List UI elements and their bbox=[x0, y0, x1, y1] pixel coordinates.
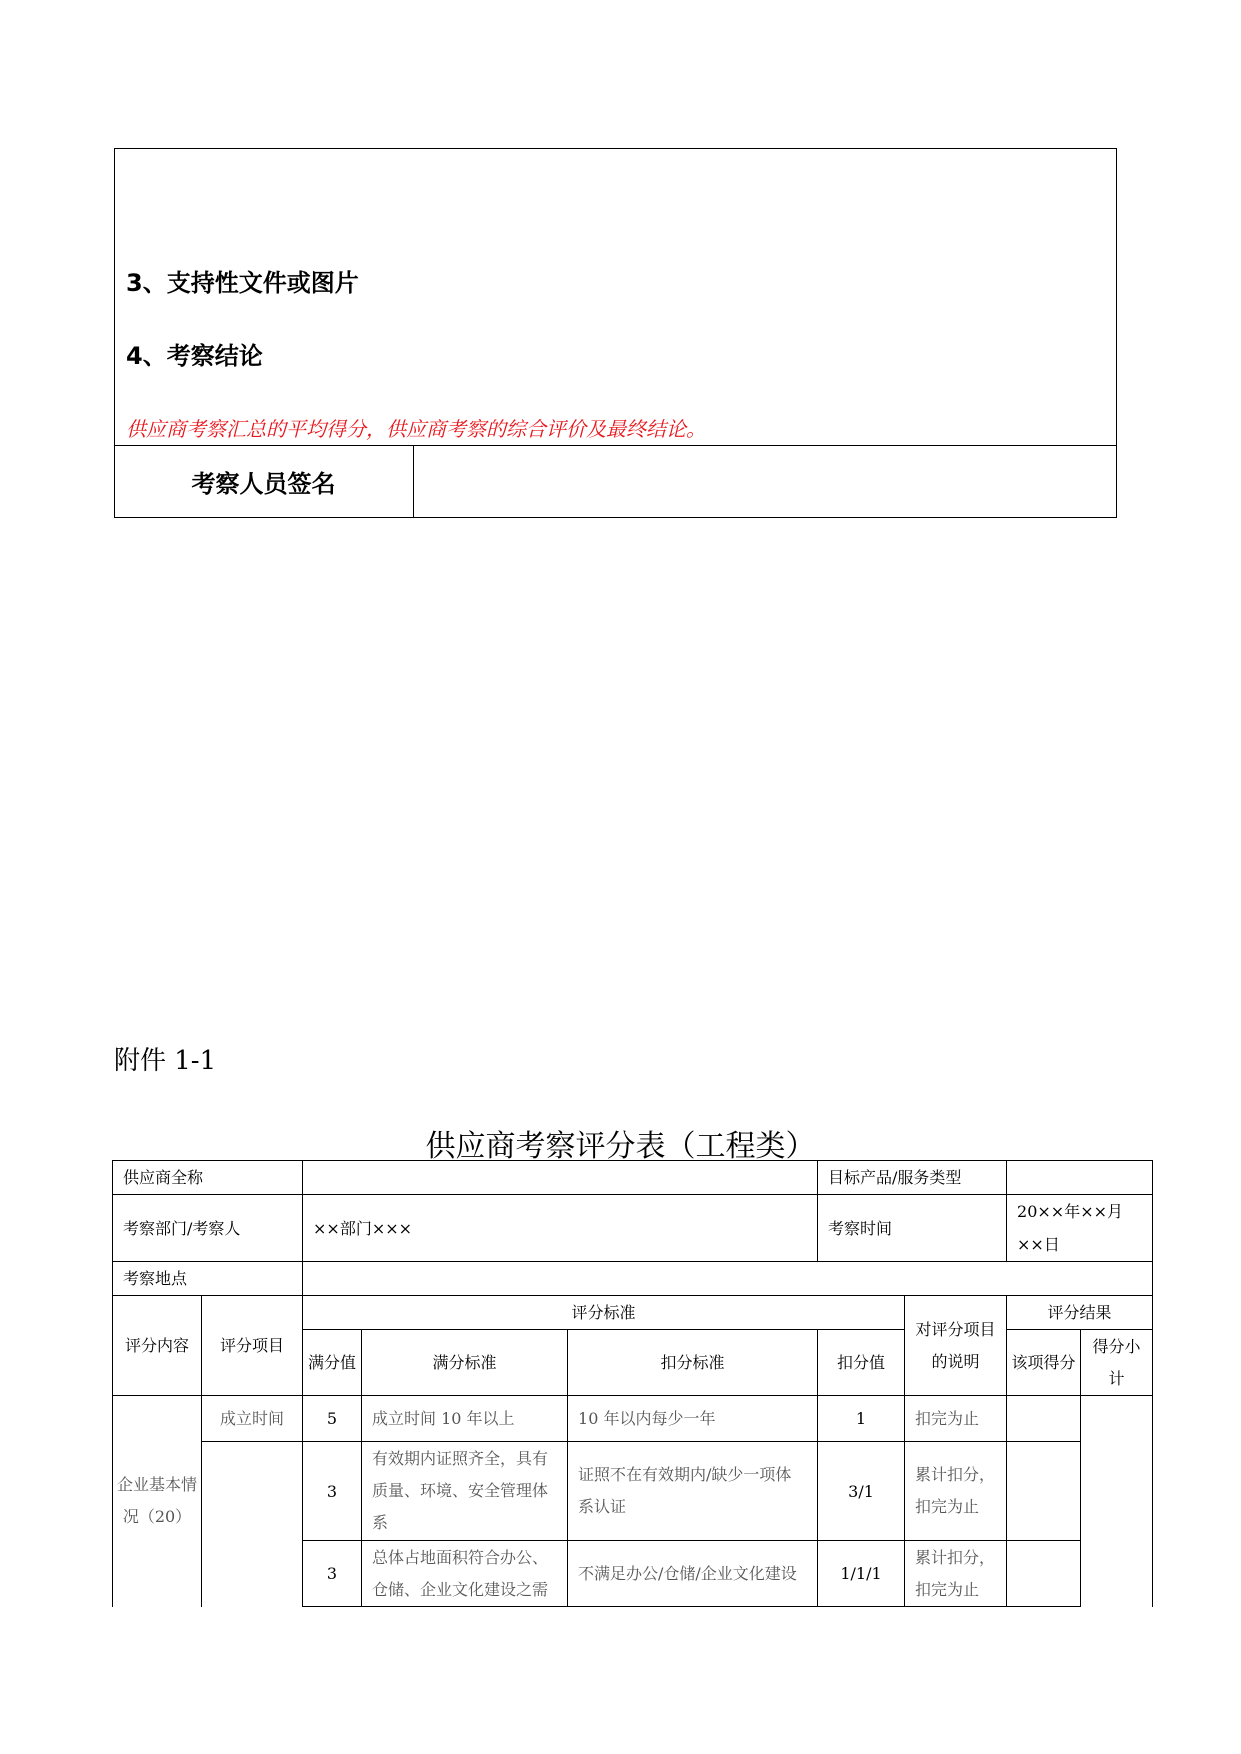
header-subtotal: 得分小计 bbox=[1081, 1330, 1153, 1396]
row-item-score[interactable] bbox=[1007, 1396, 1081, 1442]
table-row bbox=[113, 1442, 1153, 1541]
row-item: 成立时间 bbox=[202, 1396, 303, 1442]
supplier-name-field[interactable] bbox=[303, 1161, 818, 1195]
signature-field[interactable] bbox=[415, 446, 1115, 517]
row-full-standard: 有效期内证照齐全，具有质量、环境、安全管理体系 bbox=[362, 1442, 568, 1541]
conclusion-note: 供应商考察汇总的平均得分，供应商考察的综合评价及最终结论。 bbox=[126, 417, 706, 441]
target-product-field[interactable] bbox=[1007, 1161, 1153, 1195]
row-deduct-standard: 不满足办公/仓储/企业文化建设 bbox=[568, 1541, 818, 1607]
info-row-dept bbox=[113, 1195, 1153, 1262]
section-heading-supporting-files: 3、支持性文件或图片 bbox=[126, 269, 359, 297]
time-label: 考察时间 bbox=[818, 1195, 1007, 1262]
row-item-score[interactable] bbox=[1007, 1541, 1081, 1607]
header-item-score: 该项得分 bbox=[1007, 1330, 1081, 1396]
table-row bbox=[113, 1396, 1153, 1442]
row-explanation: 累计扣分，扣完为止 bbox=[905, 1541, 1007, 1607]
header-content: 评分内容 bbox=[113, 1296, 202, 1396]
header-explanation: 对评分项目的说明 bbox=[905, 1296, 1007, 1396]
header-full-score: 满分值 bbox=[303, 1330, 362, 1396]
header-criteria: 评分标准 bbox=[303, 1296, 905, 1330]
signature-label: 考察人员签名 bbox=[114, 445, 414, 518]
supplier-name-label: 供应商全称 bbox=[113, 1161, 303, 1195]
place-label: 考察地点 bbox=[113, 1262, 303, 1296]
section-heading-conclusion: 4、考察结论 bbox=[126, 342, 263, 370]
row-item-score[interactable] bbox=[1007, 1442, 1081, 1541]
row-full-score: 3 bbox=[303, 1541, 362, 1607]
header-row-1 bbox=[113, 1296, 1153, 1330]
row-deduct-value: 3/1 bbox=[818, 1442, 905, 1541]
subtotal-cell[interactable] bbox=[1081, 1396, 1153, 1607]
row-deduct-value: 1 bbox=[818, 1396, 905, 1442]
header-result: 评分结果 bbox=[1007, 1296, 1153, 1330]
target-product-label: 目标产品/服务类型 bbox=[818, 1161, 1007, 1195]
dept-field[interactable]: ××部门××× bbox=[303, 1195, 818, 1262]
form-title: 供应商考察评分表（工程类） bbox=[425, 1129, 816, 1164]
appendix-label: 附件 1-1 bbox=[114, 1046, 217, 1076]
row-explanation: 扣完为止 bbox=[905, 1396, 1007, 1442]
evaluation-table bbox=[112, 1160, 1153, 1607]
row-full-standard: 总体占地面积符合办公、仓储、企业文化建设之需 bbox=[362, 1541, 568, 1607]
place-field[interactable] bbox=[303, 1262, 1153, 1296]
row-deduct-value: 1/1/1 bbox=[818, 1541, 905, 1607]
row-full-standard: 成立时间 10 年以上 bbox=[362, 1396, 568, 1442]
info-row-supplier bbox=[113, 1161, 1153, 1195]
row-full-score: 5 bbox=[303, 1396, 362, 1442]
row-deduct-standard: 10 年以内每少一年 bbox=[568, 1396, 818, 1442]
group-basic-info: 企业基本情况（20） bbox=[113, 1396, 202, 1607]
info-row-place bbox=[113, 1262, 1153, 1296]
header-deduct-standard: 扣分标准 bbox=[568, 1330, 818, 1396]
header-item: 评分项目 bbox=[202, 1296, 303, 1396]
row-full-score: 3 bbox=[303, 1442, 362, 1541]
row-explanation: 累计扣分，扣完为止 bbox=[905, 1442, 1007, 1541]
header-deduct-value: 扣分值 bbox=[818, 1330, 905, 1396]
time-field[interactable]: 20××年××月××日 bbox=[1007, 1195, 1153, 1262]
row-deduct-standard: 证照不在有效期内/缺少一项体系认证 bbox=[568, 1442, 818, 1541]
dept-label: 考察部门/考察人 bbox=[113, 1195, 303, 1262]
header-full-standard: 满分标准 bbox=[362, 1330, 568, 1396]
row-item bbox=[202, 1442, 303, 1607]
